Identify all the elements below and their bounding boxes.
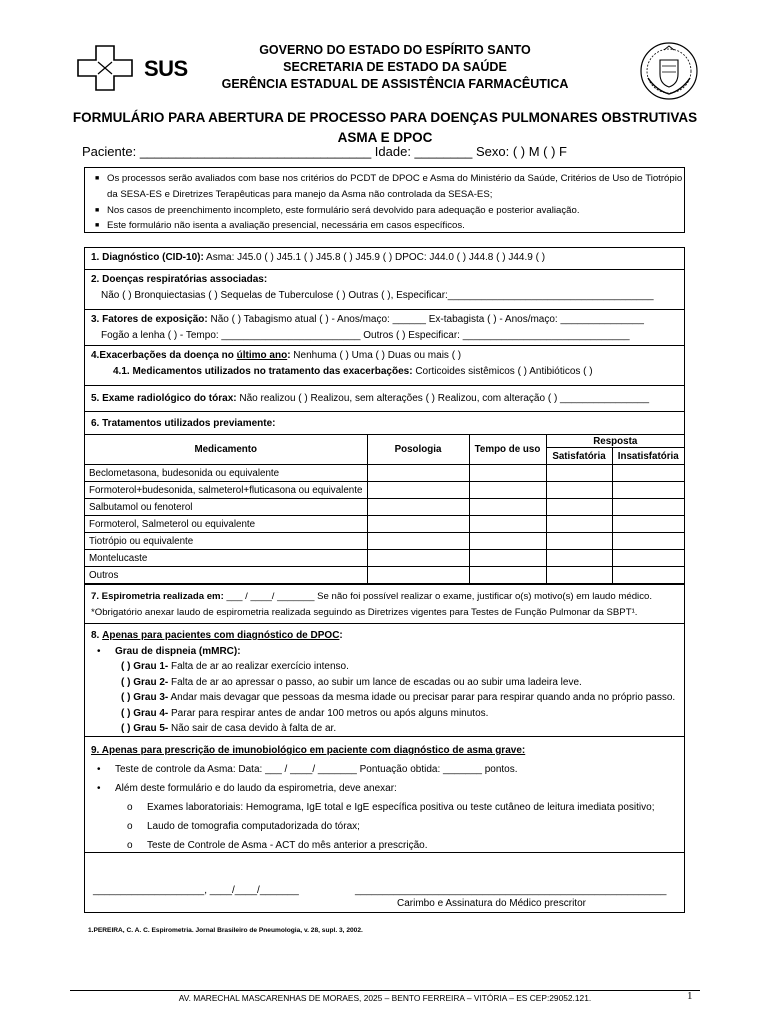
exacerbation-options[interactable]: Nenhuma ( ) Uma ( ) Duas ou mais ( ) xyxy=(290,350,462,361)
state-coat-of-arms-icon xyxy=(638,40,700,102)
form-title-line-1: FORMULÁRIO PARA ABERTURA DE PROCESSO PARA DOENÇAS PULMONARES OBSTRUTIVAS xyxy=(72,110,698,125)
header-line-2: SECRETARIA DE ESTADO DA SAÚDE xyxy=(283,60,507,74)
chest-xray-options[interactable]: Não realizou ( ) Realizou, sem alterações ( ) Realizou, com alteração ( ) ________________ xyxy=(236,393,650,404)
reference-footnote: 1.PEREIRA, C. A. C. Espirometria. Jornal Brasileiro de Pneumologia, v. 28, supl. 3, 2002. xyxy=(88,927,363,934)
table-row: Montelucaste xyxy=(85,550,684,567)
section-exposure-factors: 3. Fatores de exposição: Não ( ) Tabagismo atual ( ) - Anos/maço: ______ Ex-tabagista ( ) - Anos/maço: _______________ Fogão a lenha ( ) - Tempo: _________________________ Outros ( ) Especificar: ______________________________ xyxy=(85,310,684,346)
instructions-box xyxy=(84,167,685,233)
section-diagnosis: 1. Diagnóstico (CID-10): Asma: J45.0 ( ) J45.1 ( ) J45.8 ( ) J45.9 ( ) DPOC: J44.0 ( ) J44.8 ( ) J44.9 ( ) xyxy=(85,248,684,270)
dyspnea-grade-option[interactable]: ( ) Grau 1- Falta de ar ao realizar exercício intenso. xyxy=(121,661,349,672)
column-header-duration: Tempo de uso xyxy=(469,435,546,465)
bullet-icon: • xyxy=(97,645,101,657)
treatments-table xyxy=(85,434,684,584)
signature-label: Carimbo e Assinatura do Médico prescritor xyxy=(397,898,586,909)
section-dpoc: 8. Apenas para pacientes com diagnóstico de DPOC: • Grau de dispneia (mMRC): ( ) Grau 1- Falta de ar ao realizar exercício intenso. ( ) Grau 2- Falta de ar ao apressar o passo, ao subir um lance de escadas ou ao subir uma ladeira leve. ( ) Grau 3- Andar mais devagar que pessoas da mesma idade ou precisar parar para respirar quando anda no próprio passo. ( ) Grau 4- Parar para respirar antes de andar 100 metros ou após alguns minutos. ( ) Grau 5- Não sair de casa devido à falta de ar. xyxy=(85,624,684,737)
bullet-icon: ■ xyxy=(95,206,100,214)
table-row: Tiotrópio ou equivalente xyxy=(85,533,684,550)
instruction-item: ■ Nos casos de preenchimento incompleto, este formulário será devolvido para adequação e posterior avaliação. xyxy=(93,203,678,219)
column-header-unsatisfactory: Insatisfatória xyxy=(612,448,684,465)
form-title xyxy=(70,108,700,148)
page-number: 1 xyxy=(687,990,693,1002)
section-exacerbations: 4.Exacerbações da doença no último ano: Nenhuma ( ) Uma ( ) Duas ou mais ( ) 4.1. Medicamentos utilizados no tratamento das exacerbações: Corticoides sistêmicos ( ) Antibióticos ( ) xyxy=(85,346,684,386)
footer-divider xyxy=(70,990,700,991)
dyspnea-grade-option[interactable]: ( ) Grau 3- Andar mais devagar que pessoas da mesma idade ou precisar parar para respirar quando anda no próprio passo. xyxy=(121,692,676,703)
exacerbation-medication-options[interactable]: Corticoides sistêmicos ( ) Antibióticos ( ) xyxy=(412,365,593,377)
column-header-satisfactory: Satisfatória xyxy=(546,448,612,465)
form-body xyxy=(84,247,685,913)
diagnosis-options[interactable]: Asma: J45.0 ( ) J45.1 ( ) J45.8 ( ) J45.9 ( ) DPOC: J44.0 ( ) J44.8 ( ) J44.9 ( ) xyxy=(203,252,546,263)
column-header-medication: Medicamento xyxy=(85,435,367,465)
section-previous-treatments: 6. Tratamentos utilizados previamente: xyxy=(91,418,276,429)
sus-cross-logo-icon xyxy=(76,44,134,92)
section-spirometry: 7. Espirometria realizada em: ___ / ____/ _______ Se não foi possível realizar o exame, justificar o(s) motivo(s) em laudo médico. *Obrigatório anexar laudo de espirometria realizada seguindo as Diretrizes vigentes para Testes de Função Pulmonar da SBPT¹. xyxy=(85,584,684,624)
associated-diseases-options[interactable]: Não ( ) Bronquiectasias ( ) Sequelas de Tuberculose ( ) Outras ( ), Especificar:_____________________________________ xyxy=(101,289,654,301)
bullet-icon: • xyxy=(97,783,101,794)
header-line-3: GERÊNCIA ESTADUAL DE ASSISTÊNCIA FARMACÊUTICA xyxy=(221,77,569,91)
date-place-field[interactable]: ____________________, ____/____/_______ xyxy=(93,885,299,896)
signature-field[interactable]: ________________________________________________________ xyxy=(355,885,667,896)
bullet-icon: ■ xyxy=(95,222,100,230)
footer-address: AV. MARECHAL MASCARENHAS DE MORAES, 2025 – BENTO FERREIRA – VITÓRIA – ES CEP:29052.121. xyxy=(178,993,592,1003)
table-row: Salbutamol ou fenoterol xyxy=(85,499,684,516)
instruction-item-continued: da SESA-ES e Diretrizes Terapêuticas para manejo da Asma não controlada da SESA-ES; xyxy=(107,188,493,200)
bullet-icon: • xyxy=(97,764,101,775)
instruction-item: ■ Este formulário não isenta a avaliação presencial, necessária em casos específicos. xyxy=(93,218,678,234)
header-line-1: GOVERNO DO ESTADO DO ESPÍRITO SANTO xyxy=(259,43,531,57)
header-titles xyxy=(180,42,610,93)
form-title-line-2: ASMA E DPOC xyxy=(337,130,433,145)
table-row: Formoterol+budesonida, salmeterol+fluticasona ou equivalente xyxy=(85,482,684,499)
column-header-posology: Posologia xyxy=(367,435,469,465)
section-associated-diseases: 2. Doenças respiratórias associadas: Não ( ) Bronquiectasias ( ) Sequelas de Tuberculose ( ) Outras ( ), Especificar:_____________________________________ xyxy=(85,270,684,310)
sus-logo-text: SUS xyxy=(144,56,188,81)
dyspnea-grade-option[interactable]: ( ) Grau 2- Falta de ar ao apressar o passo, ao subir um lance de escadas ou ao subir uma ladeira leve. xyxy=(121,676,582,688)
circle-bullet-icon: o xyxy=(127,821,133,832)
circle-bullet-icon: o xyxy=(127,840,133,851)
dyspnea-grade-option[interactable]: ( ) Grau 5- Não sair de casa devido à falta de ar. xyxy=(121,723,337,734)
spirometry-note: *Obrigatório anexar laudo de espirometria realizada seguindo as Diretrizes vigentes para Testes de Função Pulmonar da SBPT¹. xyxy=(91,606,638,618)
bullet-icon: ■ xyxy=(95,175,100,182)
document-header xyxy=(70,40,700,102)
dyspnea-grade-option[interactable]: ( ) Grau 4- Parar para respirar antes de andar 100 metros ou após alguns minutos. xyxy=(121,707,489,719)
section-signature xyxy=(85,853,684,913)
table-row: Formoterol, Salmeterol ou equivalente xyxy=(85,516,684,533)
exposure-options-2[interactable]: Fogão a lenha ( ) - Tempo: _________________________ Outros ( ) Especificar: ______________________________ xyxy=(101,329,630,341)
instruction-item: ■ Os processos serão avaliados com base nos critérios do PCDT de DPOC e Asma do Ministério da Saúde, Critérios de Uso de Tiotrópio xyxy=(93,171,678,187)
section-chest-xray: 5. Exame radiológico do tórax: Não realizou ( ) Realizou, sem alterações ( ) Realizou, com alteração ( ) ________________ xyxy=(85,386,684,412)
table-row: Beclometasona, budesonida ou equivalente xyxy=(85,465,684,482)
column-header-response: Resposta xyxy=(546,435,684,448)
table-row: Outros xyxy=(85,567,684,584)
exposure-options-1[interactable]: Não ( ) Tabagismo atual ( ) - Anos/maço: ______ Ex-tabagista ( ) - Anos/maço: _______________ xyxy=(207,314,644,325)
spirometry-date-field[interactable]: ___ / ____/ _______ Se não foi possível realizar o exame, justificar o(s) motivo(s) em laudo médico. xyxy=(223,591,652,602)
circle-bullet-icon: o xyxy=(127,802,133,813)
patient-info-line: Paciente: ________________________________ Idade: ________ Sexo: ( ) M ( ) F xyxy=(82,144,567,159)
section-immunobiological: 9. Apenas para prescrição de imunobiológico em paciente com diagnóstico de asma grave: • Teste de controle da Asma: Data: ___ / ____/ _______ Pontuação obtida: _______ pontos. • Além deste formulário e do laudo da espirometria, deve anexar: o Exames laboratoriais: Hemograma, IgE total e IgE específica positiva ou teste cutâneo de leitura imediata positivo; o Laudo de tomografia computadorizada do tórax; o Teste de Controle de Asma - ACT do mês anterior a prescrição. xyxy=(85,737,684,853)
asthma-control-test-field[interactable]: Teste de controle da Asma: Data: ___ / ____/ _______ Pontuação obtida: _______ pontos. xyxy=(115,764,518,775)
